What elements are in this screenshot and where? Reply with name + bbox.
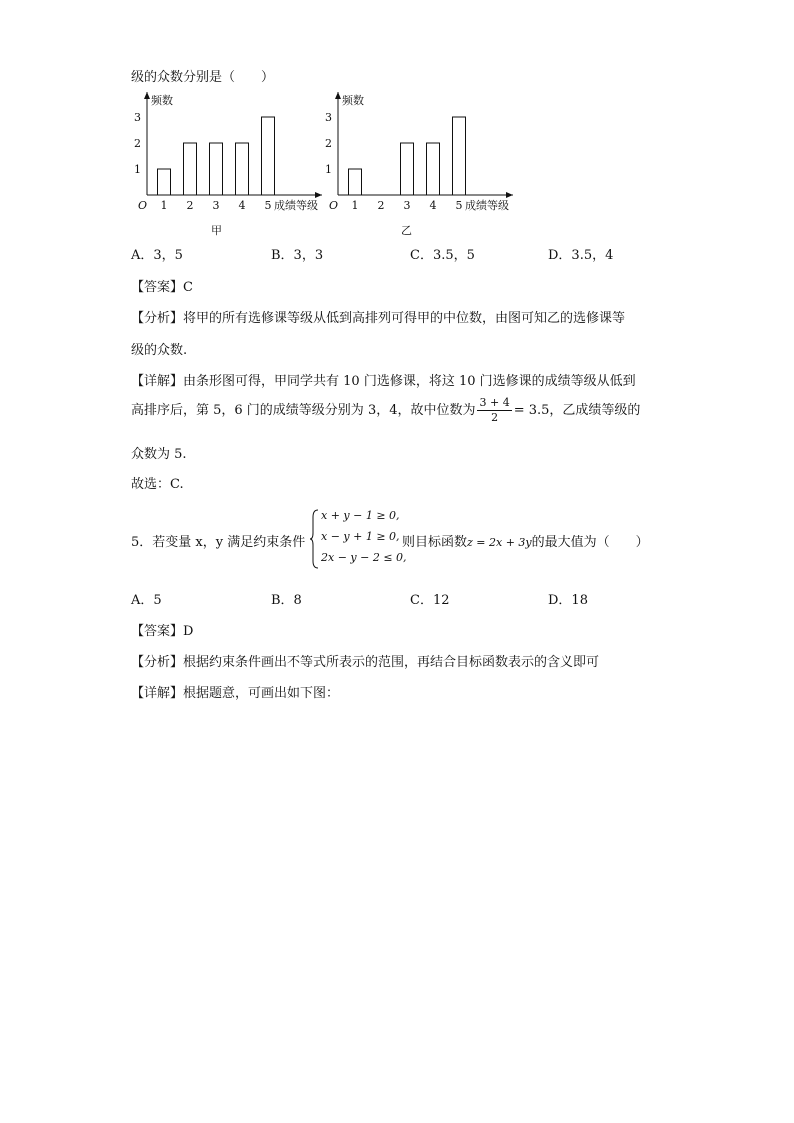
y-tick-label: 2 (325, 137, 332, 150)
q4-detail-line3: 众数为 5. (131, 447, 187, 462)
q5-stem-b-text: 则目标函数 (402, 535, 468, 550)
x-tick-label: 1 (351, 199, 359, 212)
answer-value: C (183, 280, 193, 295)
x-tick-label: 1 (160, 199, 168, 212)
x-tick-label: 3 (212, 199, 220, 212)
answer-tag: 【答案】 (131, 280, 184, 295)
y-tick-label: 3 (325, 111, 332, 124)
chart-yi (321, 88, 521, 233)
bar (401, 143, 414, 195)
x-tick-label: 4 (429, 199, 437, 212)
objective-function: z = 2x + 3y (467, 536, 532, 549)
analysis-tag: 【分析】 (131, 311, 184, 326)
detail-text-b: = 3.5，乙成绩等级的 (513, 403, 641, 418)
q5-option-c: C．12 (410, 593, 450, 608)
x-axis-label: 成绩等级 (274, 199, 318, 212)
origin-label: O (329, 199, 339, 212)
x-axis-label: 成绩等级 (465, 199, 509, 212)
x-tick-label: 2 (186, 199, 194, 212)
q5-stem-b (402, 531, 649, 550)
answer-tag: 【答案】 (131, 624, 184, 639)
analysis-text: 将甲的所有选修课等级从低到高排列可得甲的中位数，由图可知乙的选修课等 (183, 311, 626, 326)
y-axis-arrow-icon (335, 92, 341, 99)
bar (236, 143, 249, 195)
origin-label: O (138, 199, 148, 212)
x-tick-label: 4 (238, 199, 246, 212)
q5-stem-c-text: 的最大值为（ ） (531, 535, 649, 550)
constraint-2: x − y + 1 ≥ 0, (321, 530, 400, 543)
bar (427, 143, 440, 195)
bar (262, 117, 275, 195)
q5-detail (131, 682, 339, 701)
constraint-1: x + y − 1 ≥ 0, (321, 509, 400, 522)
q4-detail-line1 (131, 370, 636, 389)
q5-option-b: B．8 (271, 593, 302, 608)
q4-stem-tail: 级的众数分别是（ ） (131, 70, 275, 85)
q5-answer-row (131, 620, 193, 639)
constraint-3: 2x − y − 2 ≤ 0, (321, 551, 407, 564)
q5-analysis (131, 651, 599, 670)
q4-choose: 故选：C. (131, 477, 184, 492)
q4-option-a: A．3，5 (131, 248, 183, 263)
detail-text: 由条形图可得，甲同学共有 10 门选修课，将这 10 门选修课的成绩等级从低到 (183, 374, 636, 389)
x-tick-label: 2 (377, 199, 385, 212)
q4-detail-line2 (131, 396, 640, 426)
bar (453, 117, 466, 195)
q4-option-b: B．3，3 (271, 248, 324, 263)
q4-analysis-line2: 级的众数. (131, 343, 188, 358)
y-tick-label: 2 (134, 137, 141, 150)
x-tick-label: 5 (455, 199, 463, 212)
q4-answer-row (131, 276, 193, 295)
y-axis-label: 频数 (151, 94, 173, 107)
y-tick-label: 1 (325, 163, 332, 176)
q4-option-d: D．3.5，4 (548, 248, 614, 263)
fraction-numerator: 3 + 4 (479, 396, 510, 409)
y-axis-arrow-icon (144, 92, 150, 99)
bar (158, 169, 171, 195)
median-fraction (477, 396, 511, 425)
bar (210, 143, 223, 195)
x-tick-label: 5 (264, 199, 272, 212)
left-brace-icon (310, 509, 320, 569)
q5-option-d: D．18 (548, 593, 588, 608)
y-axis-label: 频数 (342, 94, 364, 107)
detail-tag: 【详解】 (131, 374, 184, 389)
x-tick-label: 3 (403, 199, 411, 212)
q4-option-c: C．3.5，5 (410, 248, 475, 263)
q4-analysis-line1 (131, 307, 625, 326)
fraction-denominator: 2 (491, 411, 499, 424)
q5-stem-a: 5．若变量 x，y 满足约束条件 (131, 535, 306, 550)
q5-option-a: A．5 (131, 593, 162, 608)
answer-value: D (183, 624, 194, 639)
detail-text-a: 高排序后，第 5，6 门的成绩等级分别为 3，4，故中位数为 (131, 403, 476, 418)
detail-text: 根据题意，可画出如下图： (183, 686, 340, 701)
detail-tag: 【详解】 (131, 686, 184, 701)
analysis-tag: 【分析】 (131, 655, 184, 670)
x-axis-arrow-icon (506, 192, 513, 198)
chart-jia-caption: 甲 (211, 224, 222, 237)
constraint-system (321, 505, 407, 568)
chart-yi-caption: 乙 (401, 224, 412, 237)
analysis-text: 根据约束条件画出不等式所表示的范围，再结合目标函数表示的含义即可 (183, 655, 600, 670)
bar (184, 143, 197, 195)
y-tick-label: 3 (134, 111, 141, 124)
bar (349, 169, 362, 195)
y-tick-label: 1 (134, 163, 141, 176)
chart-jia (130, 88, 330, 233)
